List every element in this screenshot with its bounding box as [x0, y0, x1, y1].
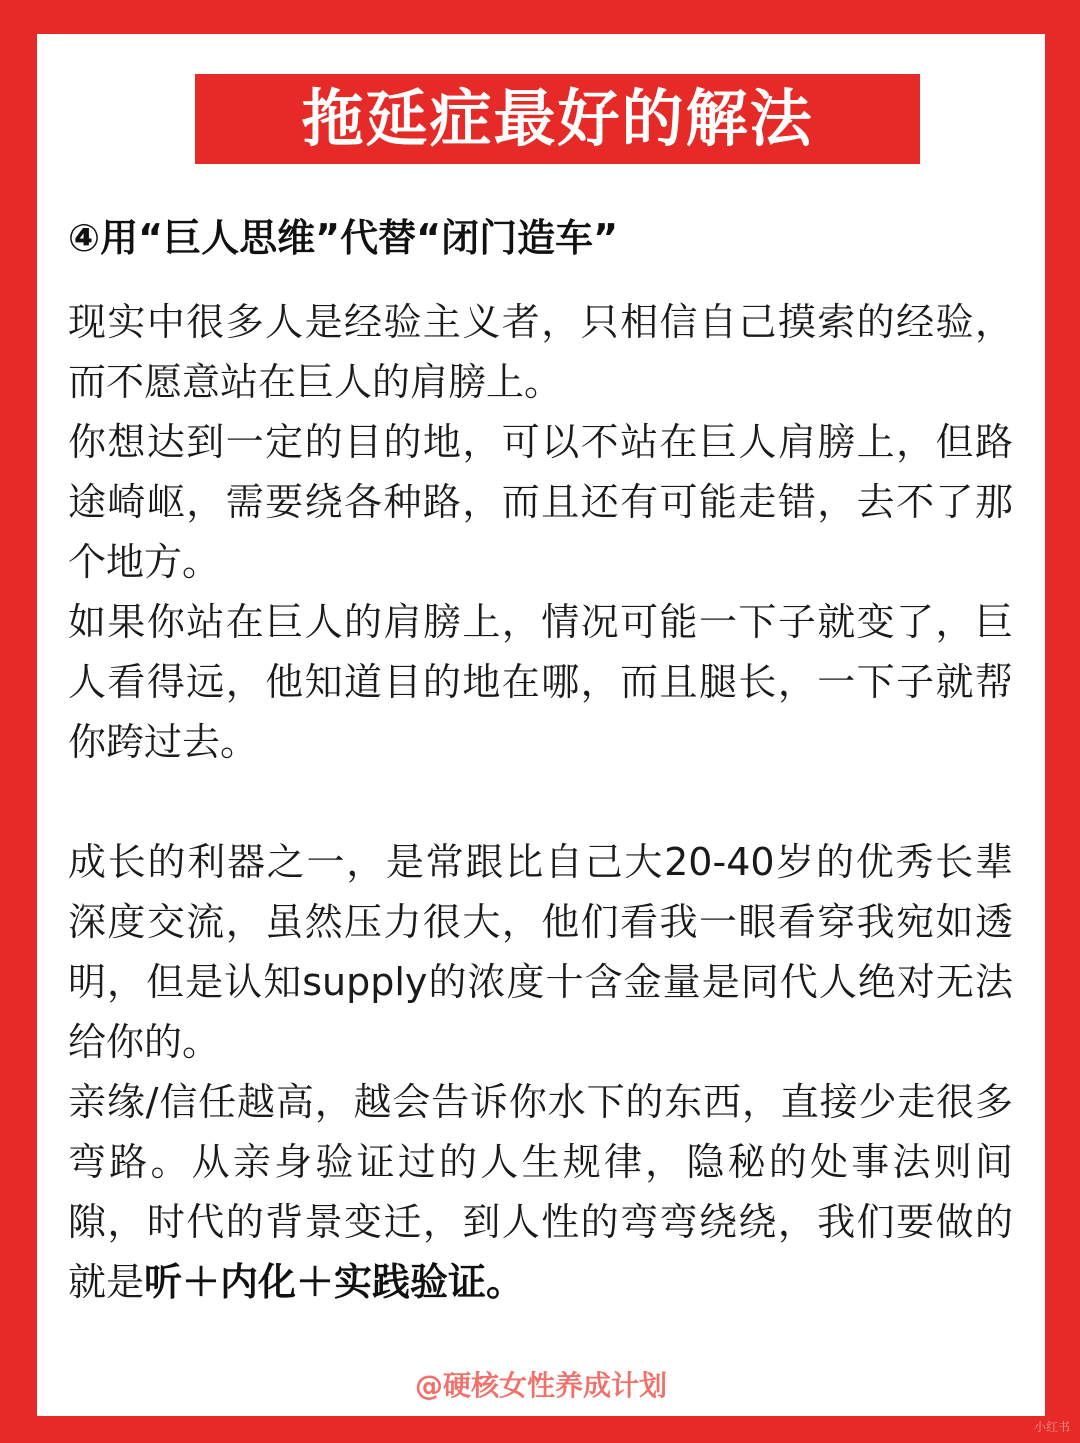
platform-watermark: 小红书 [1033, 1420, 1070, 1434]
author-handle: @硬核女性养成计划 [414, 1369, 667, 1402]
body-section-2 [68, 832, 1013, 1312]
paragraph-trust-text: 亲缘/信任越高，越会告诉你水下的东西，直接少走很多弯路。从亲身验证过的人生规律，隐秘的处事法则间隙，时代的背景变迁，到人性的弯弯绕绕，我们要做的就是 [68, 1080, 1013, 1304]
content-card [37, 34, 1045, 1416]
title-banner [195, 74, 920, 164]
paragraph-trust-emphasis: 听＋内化＋实践验证。 [144, 1260, 525, 1304]
paragraph-giant-shoulders: 如果你站在巨人的肩膀上，情况可能一下子就变了，巨人看得远，他知道目的地在哪，而且腿长，一下子就帮你跨过去。 [68, 600, 1013, 764]
body-section-1 [68, 292, 1013, 772]
paragraph-trust [68, 1072, 1013, 1312]
paragraph-experience: 现实中很多人是经验主义者，只相信自己摸索的经验，而不愿意站在巨人的肩膀上。 [68, 300, 1013, 404]
paragraph-destination: 你想达到一定的目的地，可以不站在巨人肩膀上，但路途崎岖，需要绕各种路，而且还有可能走错，去不了那个地方。 [68, 420, 1013, 584]
section-heading: ④用“巨人思维”代替“闭门造车” [68, 216, 619, 260]
paragraph-growth-tool: 成长的利器之一，是常跟比自己大20-40岁的优秀长辈深度交流，虽然压力很大，他们看我一眼看穿我宛如透明，但是认知supply的浓度十含金量是同代人绝对无法给你的。 [68, 840, 1013, 1064]
page-title: 拖延症最好的解法 [301, 82, 814, 155]
